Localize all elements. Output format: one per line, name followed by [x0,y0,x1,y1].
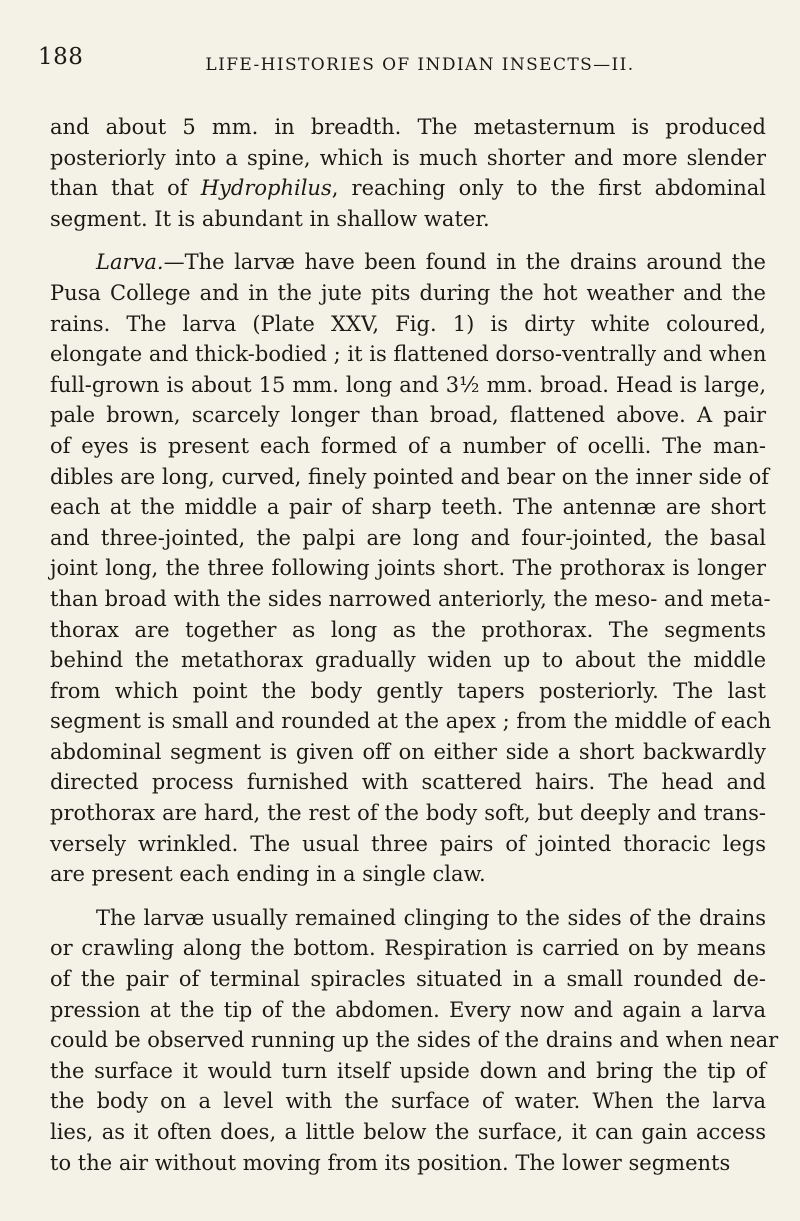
text-line: full-grown is about 15 mm. long and 3½ mm. broad. Head is large, [50,372,766,397]
paragraph-metasternum [50,112,766,234]
text-line: elongate and thick-bodied ; it is flattened dorso-ventrally and when [50,342,767,367]
text-line: the surface it would turn itself upside down and bring the tip of [50,1058,766,1083]
text-line: rains. The larva (Plate XXV, Fig. 1) is dirty white coloured, [50,311,766,336]
text-line: Larva.—The larvæ have been found in the drains around the [96,250,766,275]
text-line: lies, as it often does, a little below the surface, it can gain access [50,1120,766,1144]
text-line: are present each ending in a single claw. [50,862,486,887]
text-line: The larvæ usually remained clinging to the sides of the drains [96,905,766,930]
body-text [50,112,779,1178]
text-line: pale brown, scarcely longer than broad, flattened above. A pair [50,403,766,428]
text-line: than broad with the sides narrowed anteriorly, the meso- and meta- [50,586,771,611]
text-line: directed process furnished with scattered hairs. The head and [50,770,766,795]
text-line: thorax are together as long as the prothorax. The segments [50,617,766,642]
text-line: segment. It is abundant in shallow water. [50,206,490,231]
text-line: pression at the tip of the abdomen. Every now and again a larva [50,997,766,1022]
text-line: prothorax are hard, the rest of the body soft, but deeply and trans- [50,801,766,826]
text-line: joint long, the three following joints short. The prothorax is longer [50,556,766,581]
text-line: dibles are long, curved, finely pointed and bear on the inner side of [50,464,770,489]
text-line: than that of Hydrophilus, reaching only to the first abdominal [50,176,767,201]
text-line: to the air without moving from its position. The lower segments [50,1150,731,1175]
text-line: could be observed running up the sides of the drains and when near [50,1028,779,1053]
text-line: posteriorly into a spine, which is much shorter and more slender [50,145,766,170]
running-head: LIFE-HISTORIES OF INDIAN INSECTS—II. [205,55,635,75]
text-line: and about 5 mm. in breadth. The metasternum is produced [50,115,766,139]
text-line: of eyes is present each formed of a number of ocelli. The man- [50,433,766,458]
text-line: the body on a level with the surface of water. When the larva [50,1089,766,1114]
text-line: of the pair of terminal spiracles situated in a small rounded de- [50,967,766,992]
text-line: versely wrinkled. The usual three pairs of jointed thoracic legs [50,831,766,856]
paragraph-larva [50,247,772,889]
text-line: and three-jointed, the palpi are long and four-jointed, the basal [50,525,766,550]
page-number: 188 [38,44,84,70]
paragraph-larvae-behaviour [50,903,779,1178]
text-line: behind the metathorax gradually widen up to about the middle [50,648,766,673]
text-line: from which point the body gently tapers posteriorly. The last [50,678,766,703]
text-line: or crawling along the bottom. Respiration is carried on by means [50,936,766,961]
text-line: each at the middle a pair of sharp teeth. The antennæ are short [50,495,766,520]
text-line: abdominal segment is given off on either side a short backwardly [50,739,766,764]
text-line: Pusa College and in the jute pits during the hot weather and the [50,280,766,305]
text-line: segment is small and rounded at the apex ; from the middle of each [50,709,772,734]
